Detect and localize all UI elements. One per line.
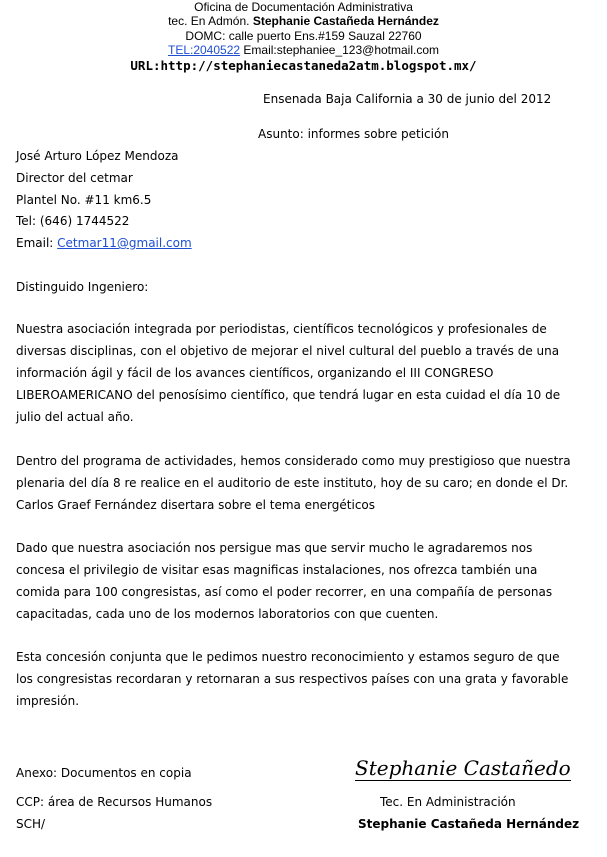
letterhead-line1: Oficina de Documentación Administrativa <box>194 0 413 14</box>
paragraph-1: Nuestra asociación integrada por periodistas, científicos tecnológicos y profesionales de diversas disciplinas, con el objetivo de mejorar el nivel cultural del pueblo a través de una información ágil y fácil de los avances científicos, organizando el III CONGRESO LIBEROAMERICANO del penosísimo científico, que tendrá lugar en esta cuidad el día 10 de julio del actual año. <box>16 322 561 424</box>
place-date: Ensenada Baja California a 30 de junio del 2012 <box>263 92 552 106</box>
anexo: Anexo: Documentos en copia <box>16 766 192 780</box>
recipient-email-label: Email: <box>16 236 54 250</box>
signature: Stephanie Castañedo <box>355 756 571 780</box>
paragraph-3: Dado que nuestra asociación nos persigue mas que servir mucho le agradaremos nos concesa el privilegio de visitar esas magnificas instalaciones, nos ofrezca también una comida para 100 congresistas, así como el poder recorrer, en una compañía de personas capacitadas, cada uno de los modernos laboratorios con que cuenten. <box>16 541 553 621</box>
subject: Asunto: informes sobre petición <box>258 127 449 141</box>
paragraph-4: Esta concesión conjunta que le pedimos nuestro reconocimiento y estamos seguro de que los congresistas recordaran y retornaran a sus respectivos países con una grata y favorable impresión. <box>16 650 569 708</box>
tel-link[interactable]: TEL:2040522 <box>167 43 241 57</box>
letterhead-url: URL:http://stephaniecastaneda2atm.blogspot.mx/ <box>130 58 477 73</box>
recipient-title: Director del cetmar <box>16 171 133 185</box>
ccp: CCP: área de Recursos Humanos <box>16 795 213 809</box>
paragraph-2: Dentro del programa de actividades, hemos considerado como muy prestigioso que nuestra plenaria del día 8 re realice en el auditorio de este instituto, hoy de su caro; en donde el Dr. Carlos Graef Fernández disertara sobre el tema energéticos <box>16 454 571 512</box>
recipient-address: Plantel No. #11 km6.5 <box>16 193 152 207</box>
letterhead-line2 <box>0 14 607 28</box>
letterhead-address: DOMC: calle puerto Ens.#159 Sauzal 22760 <box>185 29 422 43</box>
letterhead-email: Email:stephaniee_123@hotmail.com <box>243 43 440 57</box>
greeting: Distinguido Ingeniero: <box>16 280 149 294</box>
initials: SCH/ <box>16 817 46 831</box>
signatory-title: Tec. En Administración <box>380 795 516 809</box>
signatory-name: Stephanie Castañeda Hernández <box>358 817 580 831</box>
recipient-email <box>16 236 192 250</box>
letterhead-name: Stephanie Castañeda Hernández <box>252 14 439 28</box>
letterhead-contact <box>0 43 607 57</box>
recipient-name: José Arturo López Mendoza <box>16 149 179 163</box>
recipient-email-link[interactable]: Cetmar11@gmail.com <box>57 236 192 250</box>
letterhead-prefix: tec. En Admón. <box>168 14 250 28</box>
recipient-tel: Tel: (646) 1744522 <box>16 214 130 228</box>
